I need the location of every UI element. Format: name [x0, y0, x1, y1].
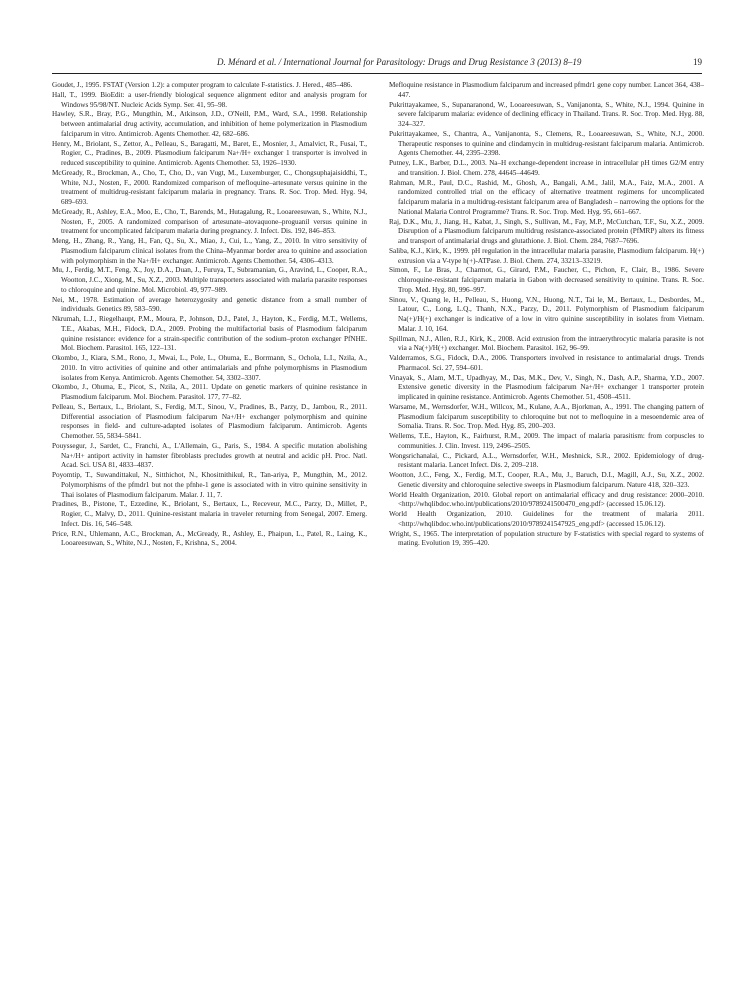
journal-citation: D. Ménard et al. / International Journal for Parasitology: Drugs and Drug Resistance 3 (2013) 8–19 — [217, 57, 582, 67]
page-number: 19 — [693, 57, 702, 67]
reference-item: Nkrumah, L.J., Riegelhaupt, P.M., Moura, P., Johnson, D.J., Patel, J., Hayton, K., Ferdig, M.T., Wellems, T.E., Akabas, M.H., Fidock, D.A., 2009. Probing the multifactorial basis of Plasmodium falciparum quinine resistance: evidence for a strain-specific contribution of the sodium–proton exchanger PfNHE. Mol. Biochem. Parasitol. 165, 122–131. — [52, 315, 367, 353]
reference-item: Spillman, N.J., Allen, R.J., Kirk, K., 2008. Acid extrusion from the intraerythrocytic malaria parasite is not via a Na(+)/H(+) exchanger. Mol. Biochem. Parasitol. 162, 96–99. — [389, 334, 704, 353]
reference-item: Henry, M., Briolant, S., Zettor, A., Pelleau, S., Baragatti, M., Baret, E., Mosnier, J., Amalvict, R., Fusai, T., Rogier, C., Pradines, B., 2009. Plasmodium falciparum Na+/H+ exchanger 1 transporter is involved in reduced susceptibility to quinine. Antimicrob. Agents Chemother. 53, 1926–1930. — [52, 139, 367, 167]
reference-item: Goudet, J., 1995. FSTAT (Version 1.2): a computer program to calculate F-statistics. J. Hered., 485–486. — [52, 81, 353, 89]
reference-item: Rahman, M.R., Paul, D.C., Rashid, M., Ghosh, A., Bangali, A.M., Jalil, M.A., Faiz, M.A., 2001. A randomized controlled trial on the efficacy of alternative treatment regimens for uncomplicated falciparum malaria in a multidrug-resistant falciparum area of Bangladesh – narrowing the options for the National Malaria Control Programme? Trans. R. Soc. Trop. Med. Hyg. 95, 661–667. — [389, 178, 704, 216]
reference-item: Pukrittayakamee, S., Supanaranond, W., Looareesuwan, S., Vanijanonta, S., White, N.J., 1994. Quinine in severe falciparum malaria: evidence of declining efficacy in Thailand. Trans. R. Soc. Trop. Med. Hyg. 88, 324–327. — [389, 100, 704, 128]
reference-item-url[interactable]: World Health Organization, 2010. Global report on antimalarial efficacy and drug resistance: 2000–2010. <http://whqlibdoc.who.int/publications/2010/9789241500470_eng.pdf> (accessed 15.06.12). — [389, 490, 704, 509]
reference-item: Wellems, T.E., Hayton, K., Fairhurst, R.M., 2009. The impact of malaria parasitism: from corpuscles to communities. J. Clin. Invest. 119, 2496–2505. — [389, 432, 704, 450]
reference-item: Raj, D.K., Mu, J., Jiang, H., Kabat, J., Singh, S., Sullivan, M., Fay, M.P., McCutchan, T.F., Su, X.Z., 2009. Disruption of a Plasmodium falciparum multidrug resistance-associated protein (PfMRP) alters its fitness and transport of antimalarial drugs and glutathione. J. Biol. Chem. 284, 7687–7696. — [389, 217, 704, 245]
reference-item: Mefloquine resistance in Plasmodium falciparum and increased pfmdr1 gene copy number. Lancet 364, 438–447. — [389, 81, 704, 99]
reference-item: McGready, R., Brockman, A., Cho, T., Cho, D., van Vugt, M., Luxemburger, C., Chongsuphajaisiddhi, T., White, N.J., Nosten, F., 2000. Randomized comparison of mefloquine–artesunate versus quinine in the treatment of multidrug-resistant falciparum malaria in pregnancy. Trans. R. Soc. Trop. Med. Hyg. 94, 689–693. — [52, 168, 367, 206]
reference-item: Wootton, J.C., Feng, X., Ferdig, M.T., Cooper, R.A., Mu, J., Baruch, D.I., Magill, A.J., Su, X.Z., 2002. Genetic diversity and chloroquine selective sweeps in Plasmodium falciparum. Nature 418, 320–323. — [389, 471, 704, 489]
reference-item: Mu, J., Ferdig, M.T., Feng, X., Joy, D.A., Duan, J., Furuya, T., Subramanian, G., Aravind, L., Cooper, R.A., Wootton, J.C., Xiong, M., Su, X.Z., 2003. Multiple transporters associated with malaria parasite responses to chloroquine and quinine. Mol. Microbiol. 49, 977–989. — [52, 266, 367, 294]
running-header — [52, 57, 702, 71]
reference-item: McGready, R., Ashley, E.A., Moo, E., Cho, T., Barends, M., Hutagalung, R., Looareesuwan, S., White, N.J., Nosten, F., 2005. A randomized comparison of artesunate–atovaquone–proguanil versus quinine in treatment for uncomplicated falciparum malaria during pregnancy. J. Infect. Dis. 192, 846–853. — [52, 207, 367, 236]
reference-item: Pukrittayakamee, S., Chantra, A., Vanijanonta, S., Clemens, R., Looareesuwan, S., White, N.J., 2000. Therapeutic responses to quinine and clindamycin in multidrug-resistant falciparum malaria. Antimicrob. Agents Chemother. 44, 2395–2398. — [389, 129, 704, 158]
reference-item: Vinayak, S., Alam, M.T., Upadhyay, M., Das, M.K., Dev, V., Singh, N., Dash, A.P., Sharma, Y.D., 2007. Extensive genetic diversity in the Plasmodium falciparum Na+/H+ exchanger 1 transporter protein implicated in quinine resistance. Antimicrob. Agents Chemother. 51, 4508–4511. — [389, 373, 704, 401]
reference-item: Valderramos, S.G., Fidock, D.A., 2006. Transporters involved in resistance to antimalarial drugs. Trends Pharmacol. Sci. 27, 594–601. — [389, 354, 704, 372]
reference-item: Poyomtip, T., Suwandittakul, N., Sitthichot, N., Khositnithikul, R., Tan-ariya, P., Mungthin, M., 2012. Polymorphisms of the pfmdr1 but not the pfnhe-1 gene is associated with in vitro quinine sensitivity in Thai isolates of Plasmodium falciparum. Malar. J. 11, 7. — [52, 471, 367, 499]
reference-item: Wongsrichanalai, C., Pickard, A.L., Wernsdorfer, W.H., Meshnick, S.R., 2002. Epidemiology of drug-resistant malaria. Lancet Infect. Dis. 2, 209–218. — [389, 451, 704, 470]
references-right-column — [389, 81, 704, 549]
reference-item: Putney, L.K., Barber, D.L., 2003. Na–H exchange-dependent increase in intracellular pH times G2/M entry and transition. J. Biol. Chem. 278, 44645–44649. — [389, 159, 704, 177]
reference-item: Nei, M., 1978. Estimation of average heterozygosity and genetic distance from a small number of individuals. Genetics 89, 583–590. — [52, 295, 367, 314]
reference-item: Simon, F., Le Bras, J., Charmot, G., Girard, P.M., Faucher, C., Pichon, F., Clair, B., 1986. Severe chloroquine-resistant falciparum malaria in Gabon with decreased sensitivity to quinine. Trans. R. Soc. Trop. Med. Hyg. 80, 996–997. — [389, 266, 704, 294]
reference-item-url[interactable]: World Health Organization, 2010. Guidelines for the treatment of malaria 2011. <http://whqlibdoc.who.int/publications/2010/9789241547925_eng.pdf> (accessed 15.06.12). — [389, 510, 704, 528]
reference-item: Sinou, V., Quang le, H., Pelleau, S., Huong, V.N., Huong, N.T., Tai le, M., Bertaux, L., Desbordes, M., Latour, C., Long, L.Q., Thanh, N.X., Parzy, D., 2011. Polymorphism of Plasmodium falciparum Na(+)/H(+) exchanger is indicative of a low in vitro quinine susceptibility in isolates from Vietnam. Malar. J. 10, 164. — [389, 295, 704, 333]
reference-item: Pouyssegur, J., Sardet, C., Franchi, A., L'Allemain, G., Paris, S., 1984. A specific mutation abolishing Na+/H+ antiport activity in hamster fibroblasts precludes growth at neutral and acidic pH. Proc. Natl. Acad. Sci. USA 81, 4833–4837. — [52, 441, 367, 470]
reference-item: Warsame, M., Wernsdorfer, W.H., Willcox, M., Kulane, A.A., Bjorkman, A., 1991. The changing pattern of Plasmodium falciparum susceptibility to chloroquine but not to mefloquine in a mesoendemic area of Somalia. Trans. R. Soc. Trop. Med. Hyg. 85, 200–203. — [389, 402, 704, 431]
reference-item: Wright, S., 1965. The interpretation of population structure by F-statistics with special regard to systems of mating. Evolution 19, 395–420. — [389, 529, 704, 548]
reference-item: Hawley, S.R., Bray, P.G., Mungthin, M., Atkinson, J.D., O'Neill, P.M., Ward, S.A., 1998. Relationship between antimalarial drug activity, accumulation, and inhibition of heme polymerization in Plasmodium falciparum in vitro. Antimicrob. Agents Chemother. 42, 682–686. — [52, 110, 367, 138]
reference-item: Saliba, K.J., Kirk, K., 1999. pH regulation in the intracellular malaria parasite, Plasmodium falciparum. H(+) extrusion via a V-type h(+)-ATPase. J. Biol. Chem. 274, 33213–33219. — [389, 246, 704, 265]
reference-item: Hall, T., 1999. BioEdit: a user-friendly biological sequence alignment editor and analysis program for Windows 95/98/NT. Nucleic Acids Symp. Ser. 41, 95–98. — [52, 90, 367, 109]
reference-item: Meng, H., Zhang, R., Yang, H., Fan, Q., Su, X., Miao, J., Cui, L., Yang, Z., 2010. In vitro sensitivity of Plasmodium falciparum clinical isolates from the China–Myanmar border area to quinine and association with polymorphism in the Na+/H+ exchanger. Antimicrob. Agents Chemother. 54, 4306–4313. — [52, 237, 367, 265]
reference-item: Okombo, J., Ohuma, E., Picot, S., Nzila, A., 2011. Update on genetic markers of quinine resistance in Plasmodium falciparum. Mol. Biochem. Parasitol. 177, 77–82. — [52, 383, 367, 401]
header-rule — [52, 73, 702, 74]
references-left-column — [52, 81, 367, 549]
reference-item: Pradines, B., Pistone, T., Ezzedine, K., Briolant, S., Bertaux, L., Receveur, M.C., Parzy, D., Millet, P., Rogier, C., Malvy, D., 2011. Quinine-resistant malaria in traveler returning from Senegal, 2007. Emerg. Infect. Dis. 16, 546–548. — [52, 500, 367, 528]
reference-item: Okombo, J., Kiara, S.M., Rono, J., Mwai, L., Pole, L., Ohuma, E., Borrmann, S., Ochola, L.I., Nzila, A., 2010. In vitro activities of quinine and other antimalarials and pfnhe polymorphisms in Plasmodium isolates from Kenya. Antimicrob. Agents Chemother. 54, 3302–3307. — [52, 354, 367, 382]
reference-item: Pelleau, S., Bertaux, L., Briolant, S., Ferdig, M.T., Sinou, V., Pradines, B., Parzy, D., Jambou, R., 2011. Differential association of Plasmodium falciparum Na+/H+ exchanger polymorphism and quinine responses in field- and culture-adapted isolates of Plasmodium falciparum. Antimicrob. Agents Chemother. 55, 5834–5841. — [52, 402, 367, 440]
reference-item: Price, R.N., Uhlemann, A.C., Brockman, A., McGready, R., Ashley, E., Phaipun, L., Patel, R., Laing, K., Looareesuwan, S., White, N.J., Nosten, F., Krishna, S., 2004. — [52, 529, 367, 548]
